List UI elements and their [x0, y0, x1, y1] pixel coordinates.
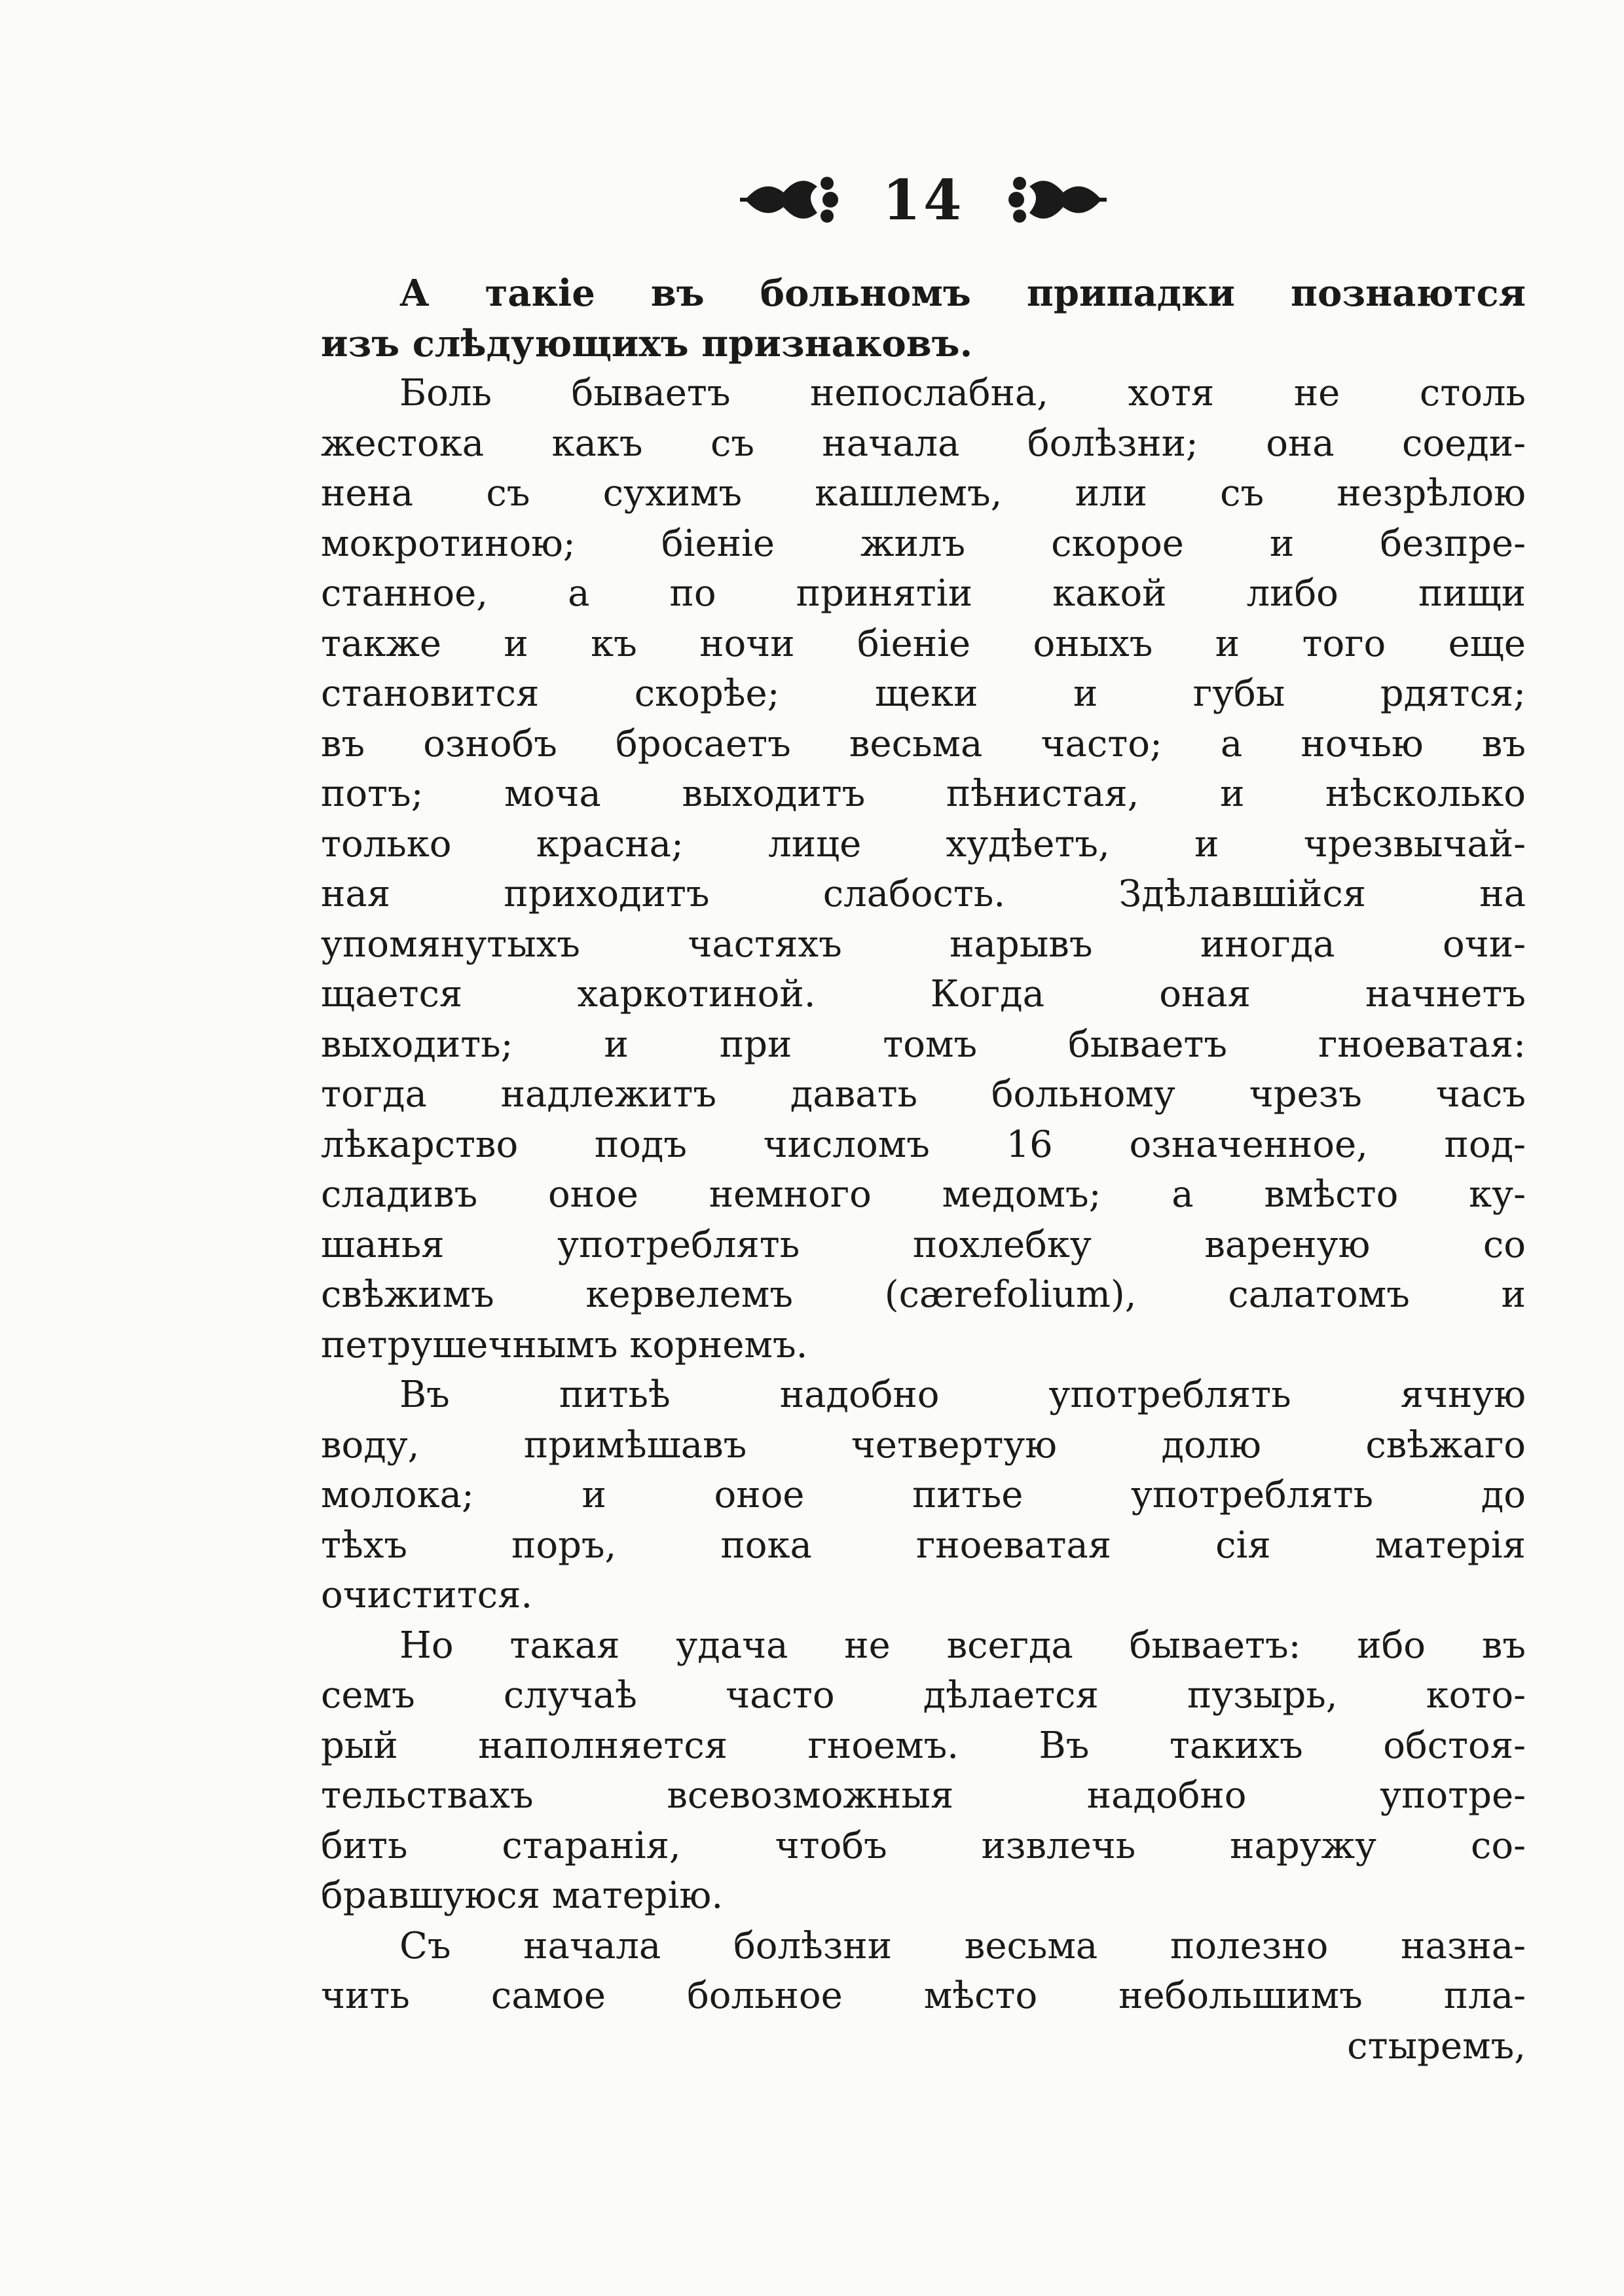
text-line: бравшуюся матерію.	[321, 1874, 724, 1917]
text-line: бить старанія, чтобъ извлечь наружу со-	[321, 1824, 1526, 1867]
text-line: воду, примѣшавъ четвертую долю свѣжаго	[321, 1423, 1526, 1467]
text-line: тельствахъ всевозможныя надобно употре-	[321, 1774, 1526, 1817]
text-line: рый наполняется гноемъ. Въ такихъ обстоя-	[321, 1724, 1526, 1767]
text-line: только красна; лице худѣетъ, и чрезвычай-	[321, 822, 1526, 866]
text-line: нена съ сухимъ кашлемъ, или съ незрѣлою	[321, 472, 1526, 515]
right-fleuron-ornament-icon	[1003, 164, 1108, 236]
text-line: въ ознобъ бросаетъ весьма часто; а ночью въ	[321, 722, 1526, 765]
text-line: жестока какъ съ начала болѣзни; она соеди-	[321, 422, 1526, 465]
text-line: Въ питьѣ надобно употреблять ячную	[399, 1374, 1526, 1416]
text-line: станное, а по принятіи какой либо пищи	[321, 572, 1526, 615]
text-line: Но такая удача не всегда бываетъ: ибо въ	[399, 1624, 1526, 1667]
text-line: тогда надлежитъ давать больному чрезъ часъ	[321, 1073, 1526, 1116]
text-line: мокротиною; біеніе жилъ скорое и безпре-	[321, 522, 1526, 565]
text-line: изъ слѣдующихъ признаковъ.	[321, 321, 973, 365]
page-header	[308, 151, 1539, 249]
text-line: Боль бываетъ непослабна, хотя не столь	[399, 372, 1526, 414]
text-line: молока; и оное питье употреблять до	[321, 1474, 1526, 1516]
text-line: свѣжимъ кервелемъ (cærefolium), салатомъ и	[321, 1273, 1526, 1316]
text-line: такжe и къ ночи біеніе оныхъ и того еще	[321, 622, 1526, 665]
text-line: стыремъ,	[1347, 2024, 1526, 2068]
text-line: становится скорѣе; щеки и губы рдятся;	[321, 672, 1526, 715]
text-line: Съ начала болѣзни весьма полезно назна-	[399, 1924, 1526, 1967]
text-line: щается харкотиной. Когда оная начнетъ	[321, 973, 1526, 1015]
text-line: ная приходитъ слабость. Здѣлавшійся на	[321, 873, 1526, 915]
text-line: А такіе въ больномъ припадки познаются	[399, 272, 1526, 315]
text-line: сладивъ оное немного медомъ; а вмѣсто ку-	[321, 1173, 1526, 1216]
text-line: потъ; моча выходитъ пѣнистая, и нѣсколько	[321, 773, 1526, 815]
text-line: шанья употреблять похлебку вареную со	[321, 1223, 1526, 1266]
body-text	[321, 268, 1526, 2071]
text-line: лѣкарство подъ числомъ 16 означенное, под-	[321, 1123, 1526, 1166]
text-line: выходить; и при томъ бываетъ гноеватая:	[321, 1023, 1526, 1066]
text-line: семъ случаѣ часто дѣлается пузырь, кото-	[321, 1674, 1526, 1717]
page-number: 14	[882, 167, 965, 232]
text-line: петрушечнымъ корнемъ.	[321, 1323, 808, 1366]
text-line: упомянутыхъ частяхъ нарывъ иногда очи-	[321, 922, 1526, 966]
text-line: очистится.	[321, 1574, 533, 1616]
text-line: тѣхъ поръ, пока гноеватая сія матерія	[321, 1523, 1526, 1567]
book-page	[308, 151, 1539, 2180]
text-line: чить самое больное мѣсто небольшимъ пла-	[321, 1975, 1526, 2017]
left-fleuron-ornament-icon	[739, 164, 843, 236]
